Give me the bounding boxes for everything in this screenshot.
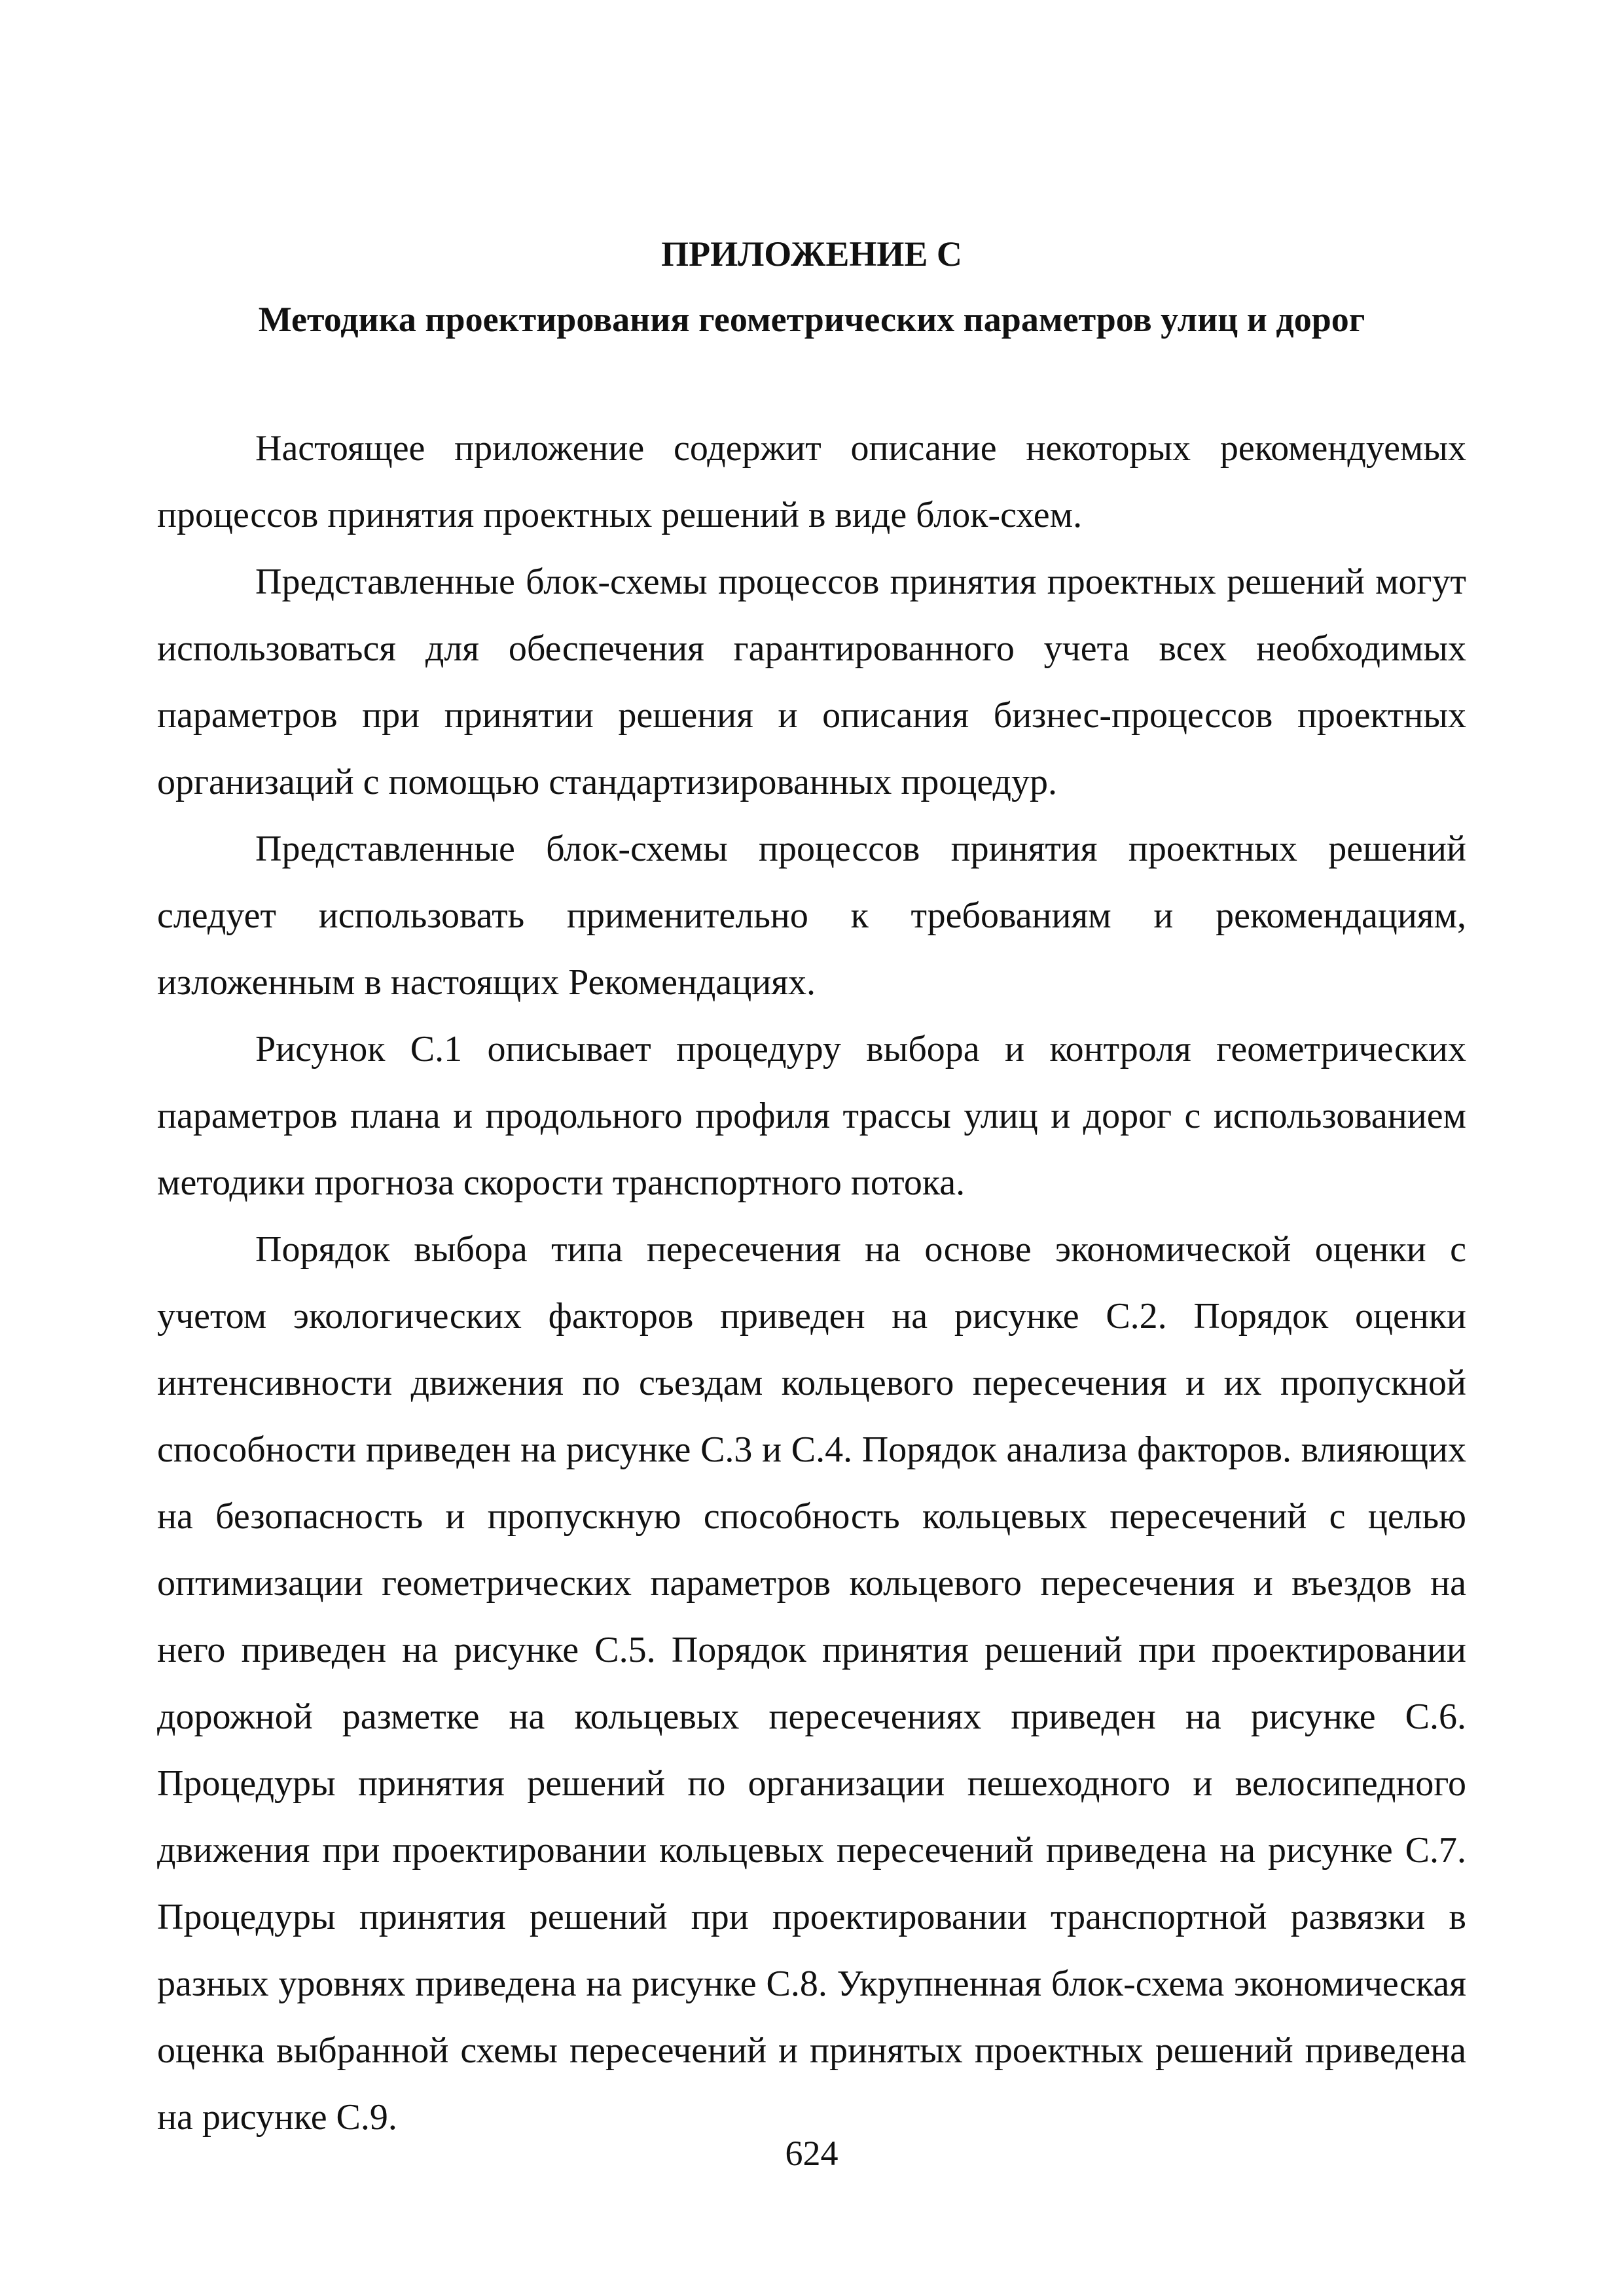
paragraph-figures-c2-c9: Порядок выбора типа пересечения на основе экономической оценки с учетом экологических факторов приведен на рисунке С.2. Порядок оценки интенсивности движения по съездам кольцевого пересечения и их пропускной способности приведен на рисунке С.3 и С.4. Порядок анализа факторов. влияющих на безопасность и пропускную способность кольцевых пересечений с целью оптимизации геометрических параметров кольцевого пересечения и въездов на него приведен на рисунке С.5. Порядок принятия решений при проектировании дорожной разметке на кольцевых пересечениях приведен на рисунке С.6. Процедуры принятия решений по организации пешеходного и велосипедного движения при проектировании кольцевых пересечений приведена на рисунке С.7. Процедуры принятия решений при проектировании транспортной развязки в разных уровнях приведена на рисунке С.8. Укрупненная блок-схема экономическая оценка выбранной схемы пересечений и принятых проектных решений приведена на рисунке С.9. [157,1229,1466,2138]
paragraph-figure-c1: Рисунок С.1 описывает процедуру выбора и контроля геометрических параметров плана и продольного профиля трассы улиц и дорог с использованием методики прогноза скорости транспортного потока. [157,1029,1466,1203]
appendix-subtitle: Методика проектирования геометрических параметров улиц и дорог [258,300,1365,339]
paragraph-intro: Настоящее приложение содержит описание некоторых рекомендуемых процессов принятия проектных решений в виде блок-схем. [157,428,1466,535]
body-text [157,415,1466,2151]
paragraph-block-schemes-usage: Представленные блок-схемы процессов принятия проектных решений могут использоваться для обеспечения гарантированного учета всех необходимых параметров при принятии решения и описания бизнес-процессов проектных организаций с помощью стандартизированных процедур. [157,562,1466,802]
page-number: 624 [785,2134,839,2173]
appendix-title: ПРИЛОЖЕНИЕ С [661,234,962,274]
paragraph-block-schemes-application: Представленные блок-схемы процессов принятия проектных решений следует использовать применительно к требованиям и рекомендациям, изложенным в настоящих Рекомендациях. [157,829,1466,1003]
